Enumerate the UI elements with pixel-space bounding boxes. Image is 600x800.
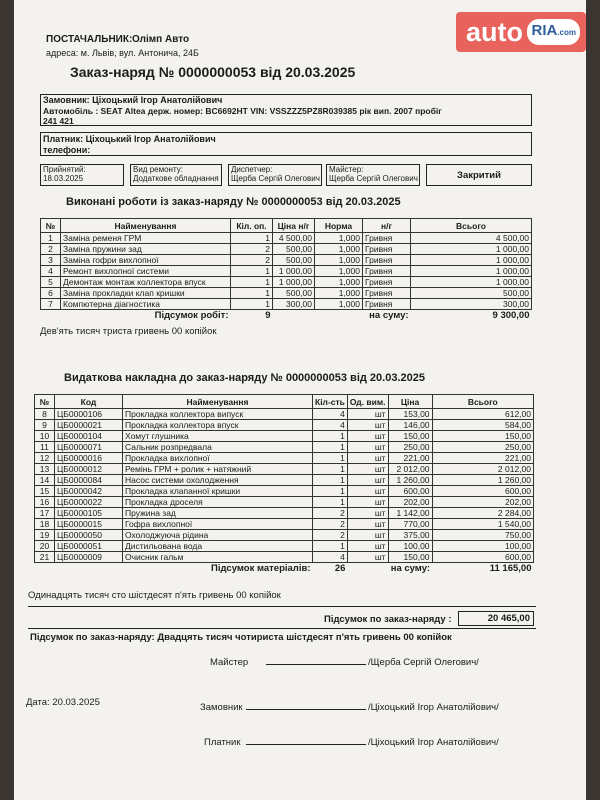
payer-line: Платник: Ціхоцький Ігор Анатолійович <box>43 134 216 144</box>
works-header-cell: н/г <box>363 219 411 233</box>
parts-row <box>35 420 534 431</box>
works-cell: 1 000,00 <box>411 266 532 277</box>
parts-cell: 2 <box>313 508 348 519</box>
works-cell: 1 <box>231 277 273 288</box>
works-cell: 1 000,00 <box>411 277 532 288</box>
parts-cell: 2 <box>313 519 348 530</box>
parts-cell: 150,00 <box>432 431 533 442</box>
sign-customer-label: Замовник <box>200 702 243 713</box>
works-cell: 1,000 <box>315 255 363 266</box>
works-cell: 1 <box>231 299 273 310</box>
parts-cell: 612,00 <box>432 409 533 420</box>
parts-cell: 2 012,00 <box>388 464 432 475</box>
works-cell: 1 000,00 <box>411 244 532 255</box>
works-cell: Демонтаж монтаж коллектора впуск <box>61 277 231 288</box>
works-cell: Гривня <box>363 288 411 299</box>
works-cell: 1,000 <box>315 288 363 299</box>
accepted-label: Прийнятий: <box>43 165 86 174</box>
parts-cell: 18 <box>35 519 55 530</box>
parts-cell: 17 <box>35 508 55 519</box>
works-row <box>41 255 532 266</box>
works-cell: Заміна гофри вихлопної <box>61 255 231 266</box>
works-subtotal-label: Підсумок робіт: <box>154 310 229 321</box>
works-cell: 500,00 <box>411 288 532 299</box>
parts-cell: Прокладка коллектора випуск <box>123 409 313 420</box>
parts-row <box>35 508 534 519</box>
master-label: Майстер: <box>329 165 364 174</box>
parts-subtotal-label: Підсумок матеріалів: <box>211 563 311 574</box>
parts-cell: ЦБ0000104 <box>55 431 123 442</box>
parts-cell: 250,00 <box>388 442 432 453</box>
works-cell: Заміна прокладки клап кришки <box>61 288 231 299</box>
parts-cell: 600,00 <box>388 486 432 497</box>
parts-cell: 1 <box>313 464 348 475</box>
works-cell: 3 <box>41 255 61 266</box>
works-cell: 5 <box>41 277 61 288</box>
parts-cell: 600,00 <box>432 552 533 563</box>
works-row <box>41 233 532 244</box>
parts-cell: Сальник розпредвала <box>123 442 313 453</box>
document-page <box>14 0 586 800</box>
repair-type: Додаткове обладнання <box>133 174 219 183</box>
parts-cell: 20 <box>35 541 55 552</box>
parts-cell: 11 <box>35 442 55 453</box>
parts-row <box>35 530 534 541</box>
works-cell: 300,00 <box>411 299 532 310</box>
parts-cell: шт <box>347 508 388 519</box>
parts-cell: 1 <box>313 453 348 464</box>
parts-header-cell: Найменування <box>123 395 313 409</box>
parts-table <box>34 394 534 574</box>
sign-customer-name: /Ціхоцький Ігор Анатолійович/ <box>368 702 499 713</box>
parts-cell: 16 <box>35 497 55 508</box>
parts-header-cell: Всього <box>432 395 533 409</box>
autoria-watermark-logo <box>456 12 586 52</box>
works-title: Виконані роботи із заказ-наряду № 0000000053 від 20.03.2025 <box>66 196 401 208</box>
parts-cell: 1 <box>313 486 348 497</box>
parts-cell: 1 <box>313 497 348 508</box>
parts-cell: шт <box>347 431 388 442</box>
parts-sum-words: Одинадцять тисяч сто шістдесят п'ять гривень 00 копійок <box>28 590 281 601</box>
parts-cell: 150,00 <box>388 431 432 442</box>
works-cell: 1 <box>231 266 273 277</box>
parts-cell: ЦБ0000021 <box>55 420 123 431</box>
works-cell: 1 000,00 <box>273 277 315 288</box>
works-cell: 1,000 <box>315 266 363 277</box>
parts-cell: Хомут глушника <box>123 431 313 442</box>
supplier-address: адреса: м. Львів, вул. Антонича, 24Б <box>46 48 199 58</box>
works-cell: 4 500,00 <box>411 233 532 244</box>
works-row <box>41 288 532 299</box>
works-header-row <box>41 219 532 233</box>
works-row <box>41 244 532 255</box>
works-cell: 4 500,00 <box>273 233 315 244</box>
master-box <box>326 164 420 186</box>
works-cell: 7 <box>41 299 61 310</box>
parts-cell: 4 <box>313 409 348 420</box>
parts-sum-label: на суму: <box>390 563 431 574</box>
divider-bottom <box>28 628 536 629</box>
accepted-date: 18.03.2025 <box>43 174 84 183</box>
works-header-cell: № <box>41 219 61 233</box>
parts-cell: 584,00 <box>432 420 533 431</box>
works-cell: Ремонт вихлопної системи <box>61 266 231 277</box>
parts-cell: шт <box>347 442 388 453</box>
payer-box <box>40 132 532 156</box>
parts-cell: ЦБ0000009 <box>55 552 123 563</box>
works-cell: 300,00 <box>273 299 315 310</box>
parts-cell: 1 <box>313 541 348 552</box>
parts-cell: 8 <box>35 409 55 420</box>
parts-cell: Насос системи охолодження <box>123 475 313 486</box>
total-words: Підсумок по заказ-наряду: Двадцять тисяч чотириста шістдесят п'ять гривень 00 копійок <box>30 632 452 643</box>
parts-row <box>35 442 534 453</box>
parts-cell: 250,00 <box>432 442 533 453</box>
customer-box <box>40 94 532 126</box>
supplier-name: Олімп Авто <box>132 34 190 45</box>
works-cell: 500,00 <box>273 255 315 266</box>
parts-cell: Прокладка коллектора впуск <box>123 420 313 431</box>
sign-payer-label: Платник <box>204 737 241 748</box>
document-title: Заказ-наряд № 0000000053 від 20.03.2025 <box>70 64 356 80</box>
works-table <box>40 218 532 321</box>
parts-cell: 770,00 <box>388 519 432 530</box>
parts-row <box>35 409 534 420</box>
works-cell: 1,000 <box>315 233 363 244</box>
parts-cell: 9 <box>35 420 55 431</box>
parts-cell: 202,00 <box>432 497 533 508</box>
parts-cell: 19 <box>35 530 55 541</box>
works-cell: 2 <box>231 255 273 266</box>
parts-row <box>35 541 534 552</box>
parts-cell: 2 012,00 <box>432 464 533 475</box>
repair-box <box>130 164 222 186</box>
parts-row <box>35 431 534 442</box>
works-header-cell: Найменування <box>61 219 231 233</box>
parts-cell: Прокладка клапанної кришки <box>123 486 313 497</box>
parts-cell: 13 <box>35 464 55 475</box>
works-cell: Гривня <box>363 266 411 277</box>
divider <box>28 606 536 607</box>
parts-cell: 4 <box>313 420 348 431</box>
parts-cell: 600,00 <box>432 486 533 497</box>
parts-cell: ЦБ0000105 <box>55 508 123 519</box>
total-label: Підсумок по заказ-наряду : <box>324 614 452 625</box>
works-cell: 1 <box>41 233 61 244</box>
parts-cell: Прокладка вихлопної <box>123 453 313 464</box>
works-cell: 500,00 <box>273 288 315 299</box>
works-cell: Гривня <box>363 299 411 310</box>
works-cell: Заміна пружини зад <box>61 244 231 255</box>
watermark-ria-badge <box>527 19 580 45</box>
parts-sum-value: 11 165,00 <box>489 563 532 574</box>
parts-cell: шт <box>347 486 388 497</box>
works-header-cell: Норма <box>315 219 363 233</box>
sign-customer-line[interactable] <box>246 709 366 710</box>
parts-header-cell: Код <box>55 395 123 409</box>
supplier-label: ПОСТАЧАЛЬНИК: <box>46 34 133 45</box>
parts-cell: 100,00 <box>388 541 432 552</box>
parts-cell: 375,00 <box>388 530 432 541</box>
watermark-ria-text: RIA <box>531 22 558 39</box>
parts-row <box>35 453 534 464</box>
works-header-cell: Всього <box>411 219 532 233</box>
parts-cell: 15 <box>35 486 55 497</box>
sign-master-label: Майстер <box>210 657 249 668</box>
parts-cell: ЦБ0000051 <box>55 541 123 552</box>
customer-line: Замовник: Ціхоцький Ігор Анатолійович <box>43 95 223 105</box>
parts-header-cell: Од. вим. <box>347 395 388 409</box>
parts-cell: 153,00 <box>388 409 432 420</box>
works-cell: 1 <box>231 288 273 299</box>
parts-title: Видаткова накладна до заказ-наряду № 0000000053 від 20.03.2025 <box>64 372 425 384</box>
works-row <box>41 299 532 310</box>
parts-cell: шт <box>347 519 388 530</box>
parts-cell: шт <box>347 453 388 464</box>
parts-cell: Гофра вихлопної <box>123 519 313 530</box>
dispatcher-name: Щерба Сергій Олегович <box>231 174 320 183</box>
parts-row <box>35 519 534 530</box>
parts-cell: 10 <box>35 431 55 442</box>
parts-cell: ЦБ0000016 <box>55 453 123 464</box>
works-row <box>41 266 532 277</box>
works-cell: Гривня <box>363 244 411 255</box>
parts-cell: 14 <box>35 475 55 486</box>
parts-cell: 1 <box>313 442 348 453</box>
master-name: Щерба Сергій Олегович <box>329 174 418 183</box>
sign-master-name: /Щерба Сергій Олегович/ <box>368 657 479 668</box>
parts-cell: шт <box>347 420 388 431</box>
parts-subtotal-row <box>35 563 534 575</box>
dispatcher-box <box>228 164 322 186</box>
parts-cell: ЦБ0000050 <box>55 530 123 541</box>
parts-cell: Ремінь ГРМ + ролик + натяжний <box>123 464 313 475</box>
parts-cell: 221,00 <box>432 453 533 464</box>
parts-cell: 221,00 <box>388 453 432 464</box>
works-cell: Компютерна діагностика <box>61 299 231 310</box>
accepted-box <box>40 164 124 186</box>
parts-row <box>35 486 534 497</box>
sign-payer-line[interactable] <box>246 744 366 745</box>
works-sum-value: 9 300,00 <box>492 310 530 321</box>
parts-row <box>35 475 534 486</box>
works-cell: 2 <box>231 244 273 255</box>
works-cell: Гривня <box>363 277 411 288</box>
parts-cell: шт <box>347 530 388 541</box>
works-header-cell: Кіл. оп. <box>231 219 273 233</box>
parts-cell: 12 <box>35 453 55 464</box>
parts-cell: 750,00 <box>432 530 533 541</box>
works-header-cell: Ціна н/г <box>273 219 315 233</box>
parts-cell: 1 260,00 <box>388 475 432 486</box>
works-cell: 6 <box>41 288 61 299</box>
parts-header-cell: Кіл-сть <box>313 395 348 409</box>
parts-cell: шт <box>347 409 388 420</box>
sign-payer-name: /Ціхоцький Ігор Анатолійович/ <box>368 737 499 748</box>
watermark-com-text: .com <box>557 28 576 37</box>
works-cell: 500,00 <box>273 244 315 255</box>
document-date: Дата: 20.03.2025 <box>26 697 100 708</box>
parts-cell: ЦБ0000106 <box>55 409 123 420</box>
parts-cell: 1 260,00 <box>432 475 533 486</box>
works-cell: 1 000,00 <box>273 266 315 277</box>
works-cell: 1,000 <box>315 244 363 255</box>
total-value: 20 465,00 <box>458 611 534 626</box>
parts-cell: шт <box>347 497 388 508</box>
parts-cell: шт <box>347 541 388 552</box>
parts-cell: Пружина зад <box>123 508 313 519</box>
works-cell: 1,000 <box>315 299 363 310</box>
works-cell: Гривня <box>363 255 411 266</box>
parts-cell: ЦБ0000042 <box>55 486 123 497</box>
parts-cell: 2 <box>313 530 348 541</box>
works-sum-label: на суму: <box>369 310 409 321</box>
parts-cell: ЦБ0000084 <box>55 475 123 486</box>
parts-cell: 1 142,00 <box>388 508 432 519</box>
parts-cell: ЦБ0000071 <box>55 442 123 453</box>
watermark-auto-text: auto <box>466 17 523 47</box>
parts-cell: 202,00 <box>388 497 432 508</box>
parts-row <box>35 552 534 563</box>
works-row <box>41 277 532 288</box>
works-cell: 2 <box>41 244 61 255</box>
parts-cell: 146,00 <box>388 420 432 431</box>
works-cell: 1,000 <box>315 277 363 288</box>
parts-cell: 100,00 <box>432 541 533 552</box>
parts-header-row <box>35 395 534 409</box>
parts-cell: 2 284,00 <box>432 508 533 519</box>
parts-cell: Прокладка дроселя <box>123 497 313 508</box>
works-subtotal-qty: 9 <box>265 310 271 321</box>
works-cell: 4 <box>41 266 61 277</box>
works-cell: Гривня <box>363 233 411 244</box>
works-cell: 1 <box>231 233 273 244</box>
parts-header-cell: Ціна <box>388 395 432 409</box>
parts-cell: 1 540,00 <box>432 519 533 530</box>
sign-master-line[interactable] <box>266 664 366 665</box>
parts-cell: шт <box>347 475 388 486</box>
parts-row <box>35 464 534 475</box>
parts-header-cell: № <box>35 395 55 409</box>
parts-cell: Дистильована вода <box>123 541 313 552</box>
status-box <box>426 164 532 186</box>
parts-cell: Очисник гальм <box>123 552 313 563</box>
parts-cell: Охолоджуюча рідина <box>123 530 313 541</box>
repair-label: Вид ремонту: <box>133 165 183 174</box>
parts-cell: 21 <box>35 552 55 563</box>
dispatcher-label: Диспетчер: <box>231 165 273 174</box>
works-sum-words: Дев'ять тисяч триста гривень 00 копійок <box>40 326 217 337</box>
status-value: Закритий <box>457 170 501 181</box>
parts-cell: шт <box>347 552 388 563</box>
parts-cell: 1 <box>313 431 348 442</box>
parts-row <box>35 497 534 508</box>
works-cell: Заміна ременя ГРМ <box>61 233 231 244</box>
vehicle-line: Автомобіль : SEAT Altea держ. номер: BC6692HT VIN: VSSZZZ5PZ8R039385 рік вип. 2007 пробіг <box>43 106 442 116</box>
works-cell: 1 000,00 <box>411 255 532 266</box>
parts-cell: 1 <box>313 475 348 486</box>
parts-cell: ЦБ0000022 <box>55 497 123 508</box>
mileage-value: 241 421 <box>43 116 74 126</box>
parts-cell: 150,00 <box>388 552 432 563</box>
parts-cell: ЦБ0000012 <box>55 464 123 475</box>
parts-cell: шт <box>347 464 388 475</box>
parts-cell: 4 <box>313 552 348 563</box>
phones-line: телефони: <box>43 145 91 155</box>
parts-cell: ЦБ0000015 <box>55 519 123 530</box>
parts-subtotal-qty: 26 <box>334 563 346 574</box>
works-subtotal-row <box>41 310 532 322</box>
